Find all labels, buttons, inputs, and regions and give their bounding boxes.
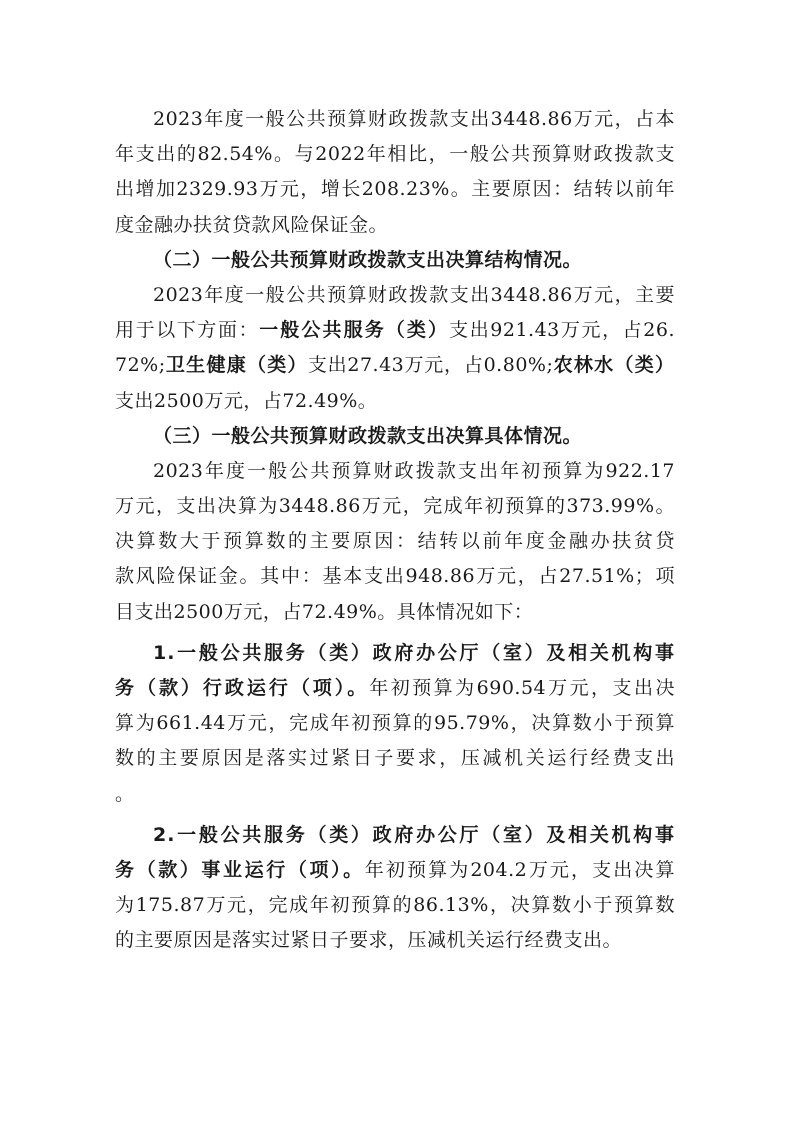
item-title: 2.一般公共服务（类）政府办公厅（室）及相关机构事 [153, 823, 675, 846]
text-span: 支出27.43万元，占0.80%; [307, 354, 554, 377]
item-title-cont: 务（款）行政运行（项）。 [115, 677, 370, 699]
text-line: 度金融办扶贫贷款风险保证金。 [115, 213, 389, 236]
text-span: 支出921.43万元，占26. [449, 319, 675, 342]
item-title-cont: 务（款）事业运行（项）。 [115, 858, 365, 881]
text-line: 的主要原因是落实过紧日子要求，压减机关运行经费支出。 [115, 929, 623, 952]
text-span: 72%; [115, 354, 166, 377]
text-span: 年初预算为690.54万元，支出决 [369, 677, 675, 699]
text-line: 。 [115, 782, 135, 805]
text-span: 用于以下方面： [115, 319, 260, 342]
paragraph-expenditure-details [115, 454, 675, 630]
text-span: 年初预算为204.2万元，支出决算 [364, 858, 675, 881]
paragraph-expenditure-structure [115, 278, 675, 419]
item-public-institution-operation [115, 818, 675, 959]
text-line: 算为661.44万元，完成年初预算的95.79%，决算数小于预算 [115, 712, 675, 735]
item-title: 1.一般公共服务（类）政府办公厅（室）及相关机构事 [153, 641, 675, 664]
text-line: 数的主要原因是落实过紧日子要求，压减机关运行经费支出 [115, 747, 675, 770]
text-line [115, 313, 675, 348]
text-line: 2023年度一般公共预算财政拨款支出年初预算为922.17 [153, 459, 675, 482]
text-line: 决算数大于预算数的主要原因：结转以前年度金融办扶贫贷 [115, 530, 675, 553]
paragraph-expenditure-overview [115, 102, 675, 243]
document-page [115, 102, 675, 959]
text-line: 款风险保证金。其中：基本支出948.86万元，占27.51%；项 [115, 565, 675, 588]
text-line: 年支出的82.54%。与2022年相比，一般公共预算财政拨款支 [115, 143, 675, 166]
text-line: 支出2500万元，占72.49%。 [115, 389, 378, 412]
category-health: 卫生健康（类） [165, 354, 308, 377]
text-line [115, 348, 675, 383]
category-general-public-services: 一般公共服务（类） [259, 319, 450, 342]
text-line [115, 853, 675, 888]
text-line: 出增加2329.93万元，增长208.23%。主要原因：结转以前年 [115, 178, 675, 201]
category-agriculture: 农林水（类） [553, 354, 675, 377]
text-line: 2023年度一般公共预算财政拨款支出3448.86万元，占本 [153, 108, 675, 130]
text-line: 目支出2500万元，占72.49%。具体情况如下： [115, 600, 534, 623]
section-heading-structure: （二）一般公共预算财政拨款支出决算结构情况。 [153, 248, 583, 271]
section-heading-details: （三）一般公共预算财政拨款支出决算具体情况。 [153, 424, 583, 447]
text-line: 为175.87万元，完成年初预算的86.13%，决算数小于预算数 [115, 894, 675, 917]
text-line: 万元，支出决算为3448.86万元，完成年初预算的373.99%。 [115, 495, 675, 518]
text-line [115, 671, 675, 706]
text-line: 2023年度一般公共预算财政拨款支出3448.86万元，主要 [153, 283, 675, 306]
item-administrative-operation [115, 636, 675, 812]
